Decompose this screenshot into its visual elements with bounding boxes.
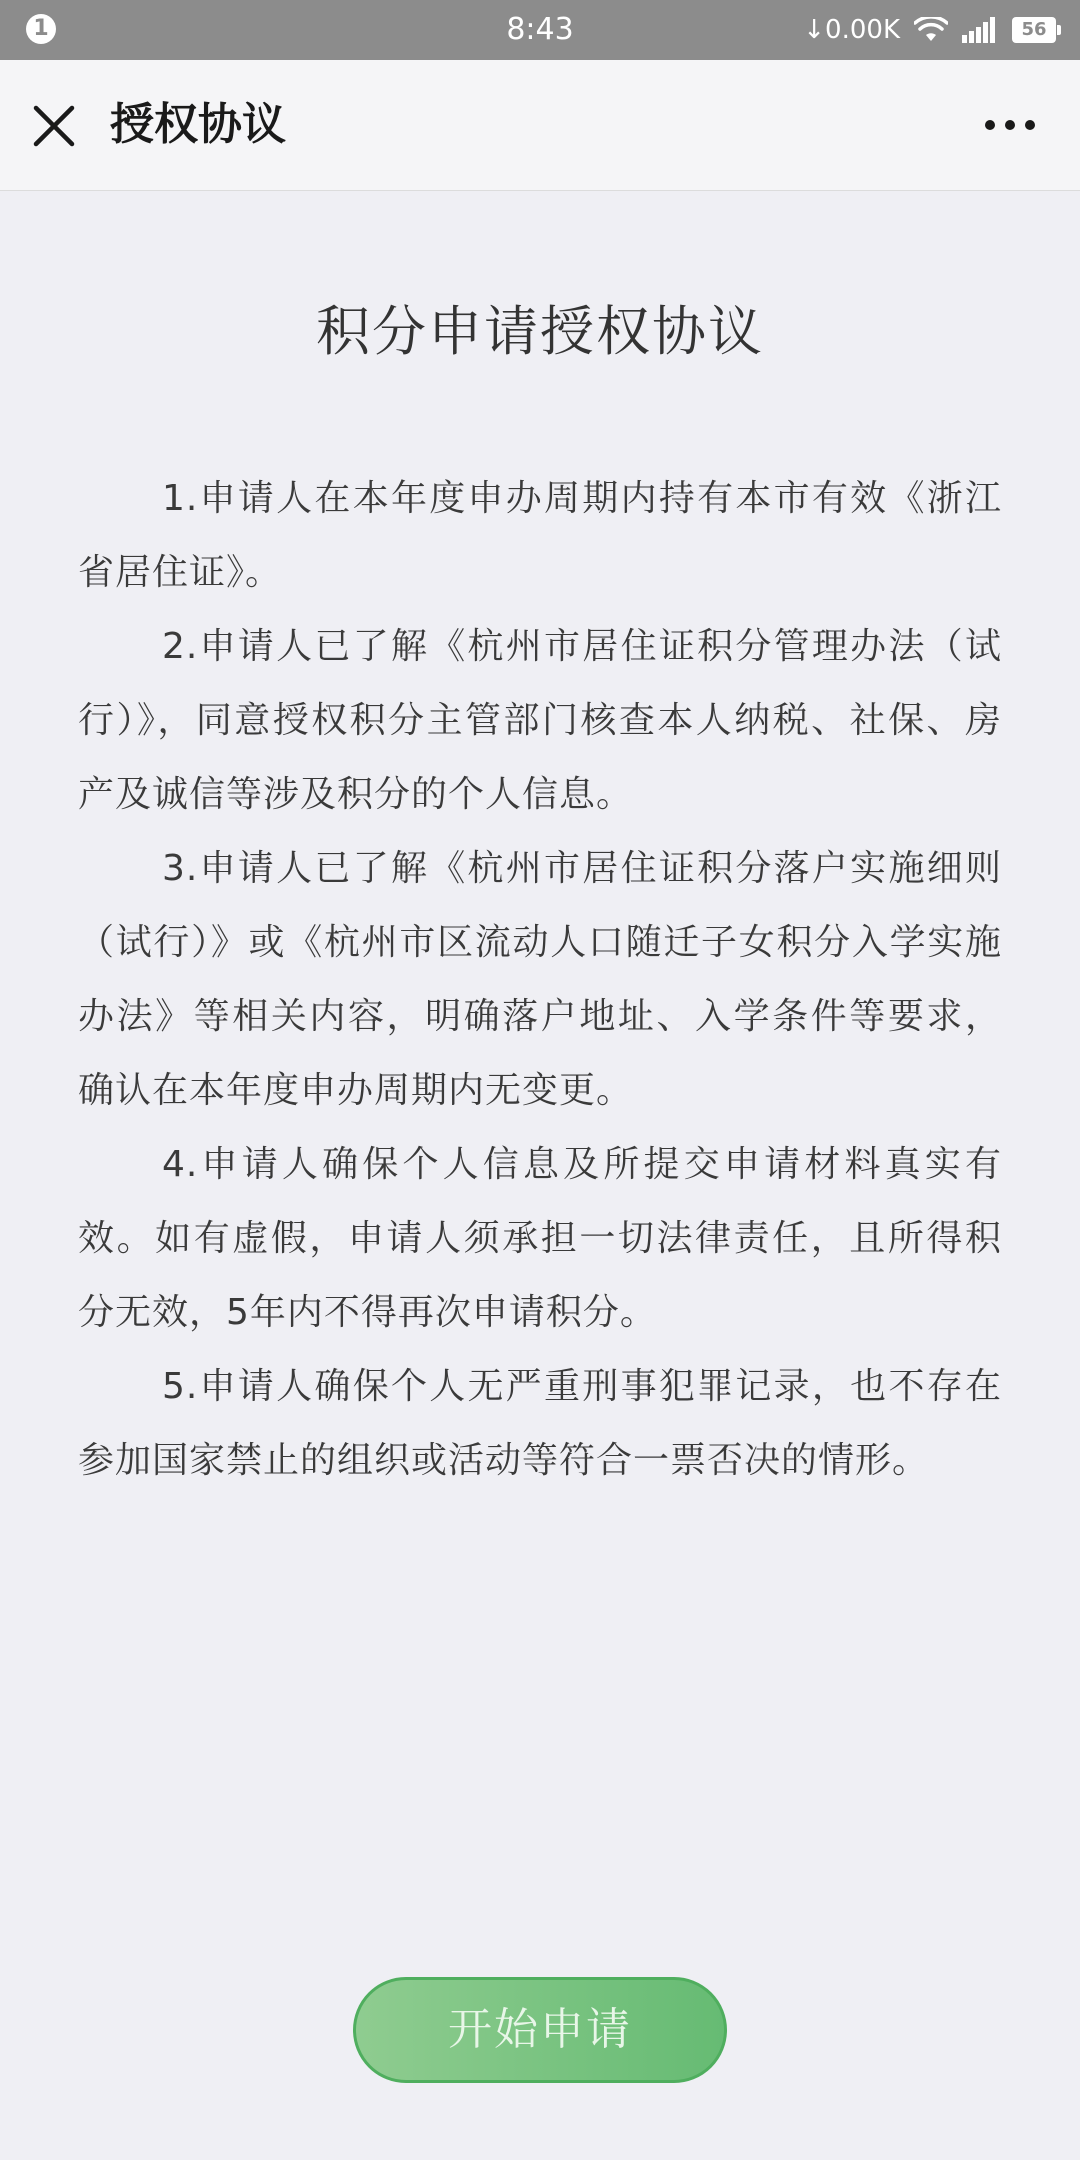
notification-badge: 1 (26, 14, 56, 44)
agreement-content (0, 191, 1080, 1498)
agreement-clause-4: 4.申请人确保个人信息及所提交申请材料真实有效。如有虚假，申请人须承担一切法律责任，且所得积分无效，5年内不得再次申请积分。 (78, 1144, 1002, 1333)
wifi-icon (914, 17, 948, 43)
net-speed: ↓0.00K (803, 15, 900, 45)
close-icon[interactable] (26, 98, 82, 154)
page-title: 授权协议 (110, 99, 286, 150)
signal-icon (962, 17, 998, 43)
agreement-title: 积分申请授权协议 (316, 300, 764, 363)
agreement-clause-2: 2.申请人已了解《杭州市居住证积分管理办法（试行）》，同意授权积分主管部门核查本人纳税、社保、房产及诚信等涉及积分的个人信息。 (78, 626, 1002, 815)
more-icon[interactable] (980, 110, 1040, 140)
agreement-clause-1: 1.申请人在本年度申办周期内持有本市有效《浙江省居住证》。 (78, 478, 1002, 593)
start-application-button[interactable]: 开始申请 (353, 1977, 727, 2083)
nav-bar (0, 60, 1080, 191)
agreement-clause-3: 3.申请人已了解《杭州市居住证积分落户实施细则（试行）》或《杭州市区流动人口随迁子女积分入学实施办法》等相关内容，明确落户地址、入学条件等要求，确认在本年度申办周期内无变更。 (78, 848, 1002, 1111)
agreement-clause-5: 5.申请人确保个人无严重刑事犯罪记录，也不存在参加国家禁止的组织或活动等符合一票否决的情形。 (78, 1366, 1002, 1481)
battery-icon: 56 (1012, 17, 1056, 43)
status-time: 8:43 (506, 12, 574, 47)
status-indicators (803, 0, 1056, 60)
agreement-clauses (78, 462, 1002, 1498)
status-bar (0, 0, 1080, 60)
